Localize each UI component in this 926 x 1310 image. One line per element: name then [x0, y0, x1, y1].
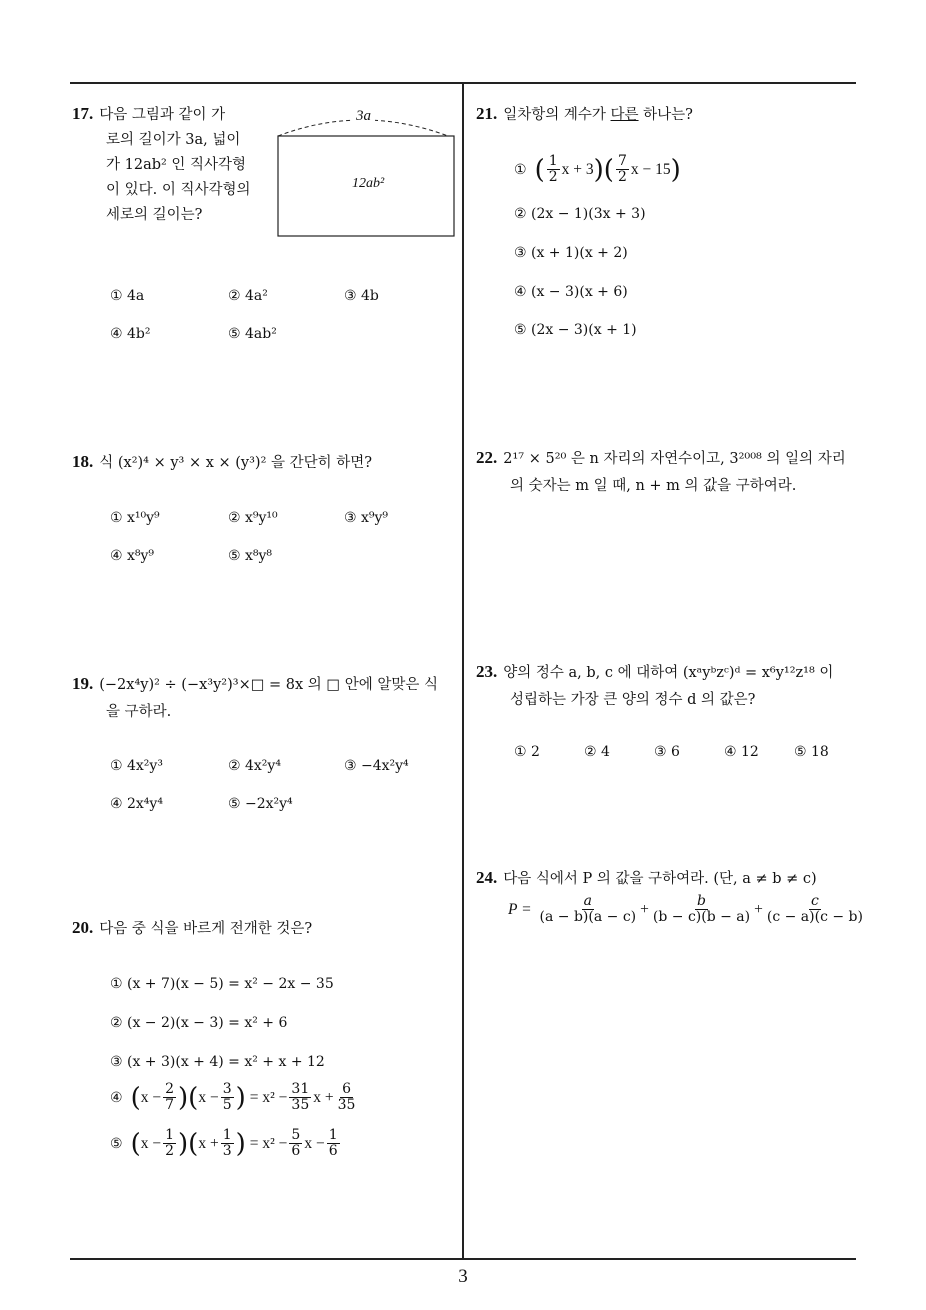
question-21 [476, 102, 856, 127]
paren-left: ( [188, 1082, 199, 1113]
option-5: ⑤ (2x − 3)(x + 1) [514, 322, 637, 338]
stem-line: 성립하는 가장 큰 양의 정수 d 의 값은? [510, 692, 756, 708]
term: x + 3 [561, 160, 594, 178]
numerator: 2 [165, 1081, 175, 1097]
stem-line: (−2x⁴y)² ÷ (−x³y²)³×□ = 8x 의 □ 안에 알맞은 식 [99, 677, 438, 693]
numerator: 7 [617, 153, 627, 169]
denominator: 5 [222, 1097, 232, 1113]
question-number: 21. [476, 104, 498, 123]
fraction [765, 894, 865, 925]
term: = x² − [249, 1134, 288, 1152]
stem-line: 2¹⁷ × 5²⁰ 은 n 자리의 자연수이고, 3²⁰⁰⁸ 의 일의 자리 [503, 451, 846, 467]
stem-line: 가 12ab² 인 직사각형 [106, 157, 247, 173]
option-3: ③ (x + 1)(x + 2) [514, 245, 628, 261]
fraction [538, 894, 639, 925]
question-24 [476, 866, 860, 891]
denominator: 2 [165, 1143, 175, 1159]
fraction [547, 154, 560, 185]
plus: + [640, 900, 649, 918]
numerator: 6 [342, 1081, 351, 1097]
option-4: ④ 12 [724, 744, 759, 760]
page-number: 3 [458, 1266, 468, 1287]
denominator: 6 [328, 1143, 338, 1159]
option-1: ① 4a [110, 288, 145, 304]
paren-right: ) [593, 154, 604, 185]
paren-left: ( [130, 1082, 141, 1113]
option-3: ③ 4b [344, 288, 379, 304]
option-4: ④ 2x⁴y⁴ [110, 796, 163, 812]
fraction [336, 1082, 358, 1113]
stem-line: 의 숫자는 m 일 때, n + m 의 값을 구하여라. [510, 478, 797, 494]
denominator: (a − b)(a − c) [539, 909, 637, 925]
numerator: 31 [291, 1081, 310, 1097]
denominator: 2 [617, 169, 627, 185]
figure-width-label: 3a [352, 108, 375, 125]
denominator: (c − a)(c − b) [766, 909, 863, 925]
option-mark: ① [514, 161, 527, 178]
stem: 다음 중 식을 바르게 전개한 것은? [99, 921, 313, 937]
numerator: 1 [548, 153, 558, 169]
option-1: ① x¹⁰y⁹ [110, 510, 160, 526]
denominator: (b − c)(b − a) [652, 909, 751, 925]
plus: + [754, 900, 763, 918]
numerator: 1 [328, 1127, 338, 1143]
paren-left: ( [188, 1128, 199, 1159]
question-19 [72, 672, 456, 724]
figure-area-label: 12ab² [352, 176, 385, 191]
option-mark: ⑤ [110, 1135, 123, 1152]
term: x + [313, 1088, 334, 1106]
paren-right: ) [235, 1128, 246, 1159]
term: x − [304, 1134, 325, 1152]
denominator: 35 [291, 1097, 310, 1113]
option-3: ③ −4x²y⁴ [344, 758, 409, 774]
option-3: ③ (x + 3)(x + 4) = x² + x + 12 [110, 1054, 325, 1070]
numerator: 1 [222, 1127, 232, 1143]
fraction [289, 1082, 311, 1113]
paren-right: ) [178, 1128, 189, 1159]
bottom-rule [70, 1258, 856, 1260]
stem-line: 이 있다. 이 직사각형의 [106, 182, 251, 198]
numerator: 3 [222, 1081, 232, 1097]
fraction [651, 894, 752, 925]
fraction [163, 1128, 176, 1159]
denominator: 3 [222, 1143, 232, 1159]
term: x − [140, 1134, 162, 1152]
option-4: ④ x⁸y⁹ [110, 548, 155, 564]
fraction [616, 154, 629, 185]
question-number: 17. [72, 104, 94, 123]
question-22 [476, 446, 860, 498]
question-23 [476, 660, 860, 712]
option-1: ① 2 [514, 744, 540, 760]
fraction [221, 1082, 234, 1113]
stem-underlined: 다른 [610, 107, 639, 123]
stem: 식 (x²)⁴ × y³ × x × (y³)² 을 간단히 하면? [99, 455, 373, 471]
question-number: 20. [72, 918, 94, 937]
stem-post: 하나는? [638, 107, 693, 123]
fraction [163, 1082, 176, 1113]
question-number: 18. [72, 452, 94, 471]
option-2: ② 4 [584, 744, 610, 760]
stem-line: 양의 정수 a, b, c 에 대하여 (xᵃyᵇzᶜ)ᵈ = x⁶y¹²z¹⁸ 이 [503, 665, 834, 681]
option-4: ④ 4b² [110, 326, 151, 342]
option-1 [514, 154, 681, 185]
option-2: ② (2x − 1)(3x + 3) [514, 206, 646, 222]
fraction [221, 1128, 234, 1159]
lhs: P = [508, 900, 532, 918]
option-3: ③ 6 [654, 744, 680, 760]
option-5: ⑤ −2x²y⁴ [228, 796, 293, 812]
formula-p [508, 894, 867, 925]
stem-line: 다음 그림과 같이 가 [99, 107, 226, 123]
question-number: 19. [72, 674, 94, 693]
question-number: 22. [476, 448, 498, 467]
option-2: ② 4a² [228, 288, 268, 304]
paren-right: ) [670, 154, 681, 185]
paren-right: ) [178, 1082, 189, 1113]
numerator: c [811, 893, 819, 909]
option-4: ④ (x − 3)(x + 6) [514, 284, 628, 300]
numerator: b [697, 893, 706, 909]
stem-line: 세로의 길이는? [106, 207, 203, 223]
option-5: ⑤ 4ab² [228, 326, 277, 342]
option-1: ① (x + 7)(x − 5) = x² − 2x − 35 [110, 976, 334, 992]
paren-left: ( [534, 154, 545, 185]
denominator: 35 [337, 1097, 356, 1113]
stem-line: 을 구하라. [106, 704, 172, 720]
stem: 다음 식에서 P 의 값을 구하여라. (단, a ≠ b ≠ c) [503, 871, 817, 887]
question-18 [72, 450, 452, 475]
fraction [327, 1128, 340, 1159]
question-17 [72, 102, 262, 227]
paren-right: ) [235, 1082, 246, 1113]
numerator: 1 [165, 1127, 175, 1143]
question-number: 24. [476, 868, 498, 887]
option-5 [110, 1128, 342, 1159]
denominator: 6 [291, 1143, 301, 1159]
numerator: a [583, 893, 593, 909]
fraction [289, 1128, 302, 1159]
denominator: 7 [165, 1097, 175, 1113]
term: = x² − [249, 1088, 288, 1106]
option-2: ② 4x²y⁴ [228, 758, 281, 774]
term: x + [198, 1134, 219, 1152]
column-divider [462, 82, 464, 1260]
option-1: ① 4x²y³ [110, 758, 163, 774]
option-2: ② (x − 2)(x − 3) = x² + 6 [110, 1015, 288, 1031]
option-2: ② x⁹y¹⁰ [228, 510, 278, 526]
option-mark: ④ [110, 1089, 123, 1106]
option-5: ⑤ 18 [794, 744, 829, 760]
paren-left: ( [603, 154, 614, 185]
term: x − [140, 1088, 162, 1106]
term: x − 15 [630, 160, 671, 178]
term: x − [198, 1088, 219, 1106]
numerator: 5 [291, 1127, 301, 1143]
stem-line: 로의 길이가 3a, 넓이 [106, 132, 241, 148]
denominator: 2 [548, 169, 558, 185]
option-5: ⑤ x⁸y⁸ [228, 548, 273, 564]
stem-pre: 일차항의 계수가 [503, 107, 611, 123]
option-4 [110, 1082, 359, 1113]
option-3: ③ x⁹y⁹ [344, 510, 389, 526]
question-20 [72, 916, 452, 941]
question-number: 23. [476, 662, 498, 681]
paren-left: ( [130, 1128, 141, 1159]
